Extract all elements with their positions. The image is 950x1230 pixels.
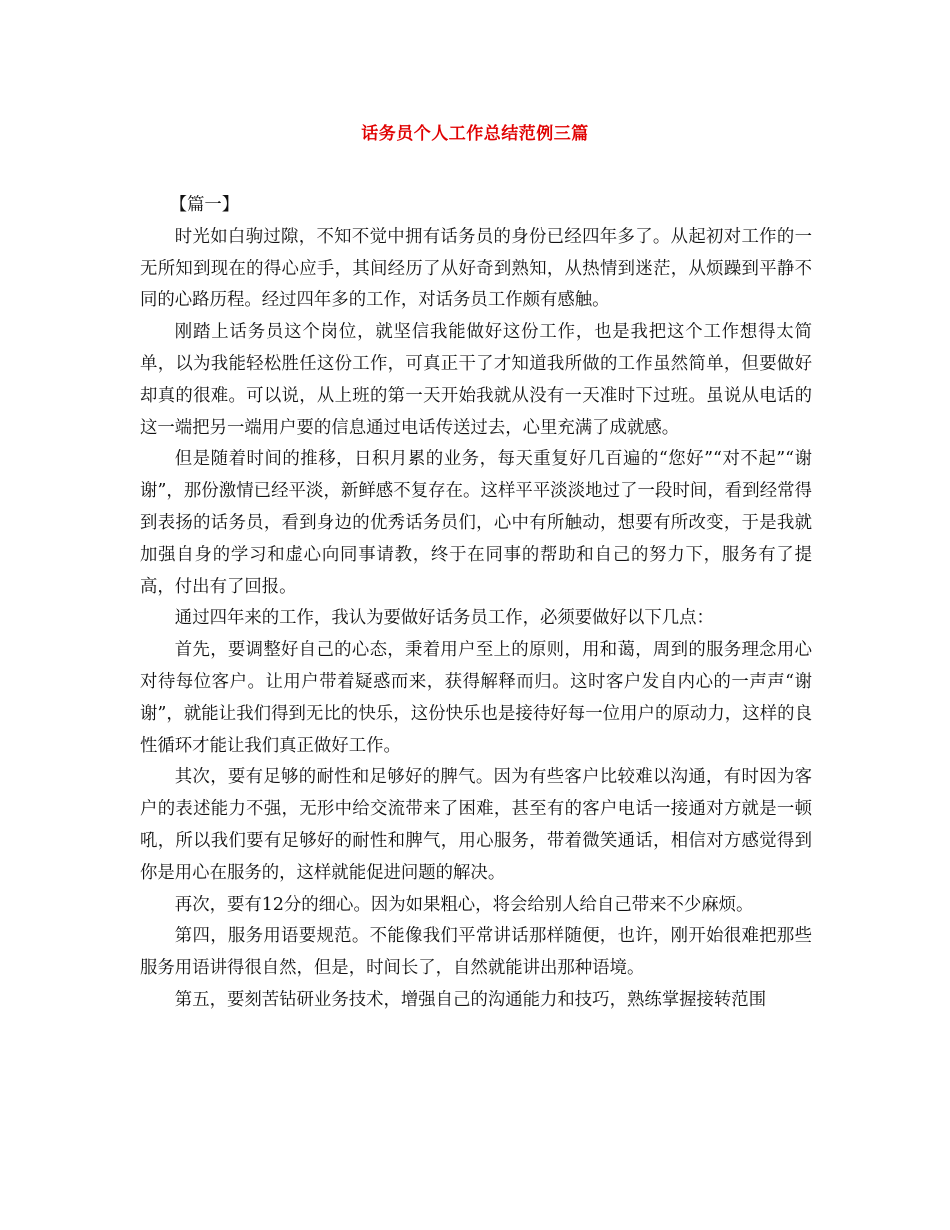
section-heading: 【篇一】 [169, 195, 240, 215]
paragraph: 但是随着时间的推移，日积月累的业务，每天重复好几百遍的“您好”“对不起”“谢谢”，那份激情已经平淡，新鲜感不复存在。这样平平淡淡地过了一段时间，看到经常得到表扬的话务员，看到身边的优秀话务员们，心中有所触动，想要有所改变，于是我就加强自身的学习和虚心向同事请教，终于在同事的帮助和自己的努力下，服务有了提高，付出有了回报。 [140, 449, 812, 597]
paragraph: 刚踏上话务员这个岗位，就坚信我能做好这份工作，也是我把这个工作想得太简单，以为我能轻松胜任这份工作，可真正干了才知道我所做的工作虽然简单，但要做好却真的很难。可以说，从上班的第一天开始我就从没有一天准时下过班。虽说从电话的这一端把另一端用户要的信息通过电话传送过去，心里充满了成就感。 [140, 322, 812, 438]
document-title: 话务员个人工作总结范例三篇 [361, 124, 589, 144]
paragraph: 第五，要刻苦钻研业务技术，增强自己的沟通能力和技巧，熟练掌握接转范围 [174, 989, 767, 1010]
paragraph: 时光如白驹过隙，不知不觉中拥有话务员的身份已经四年多了。从起初对工作的一无所知到现在的得心应手，其间经历了从好奇到熟知，从热情到迷茫，从烦躁到平静不同的心路历程。经过四年多的工作，对话务员工作颇有感触。 [140, 226, 812, 311]
paragraph: 再次，要有12分的细心。因为如果粗心，将会给别人给自己带来不少麻烦。 [174, 894, 754, 915]
paragraph: 第四，服务用语要规范。不能像我们平常讲话那样随便，也许，刚开始很难把那些服务用语讲得很自然，但是，时间长了，自然就能讲出那种语境。 [140, 926, 812, 979]
document-body [140, 190, 812, 1017]
paragraph: 通过四年来的工作，我认为要做好话务员工作，必须要做好以下几点： [174, 608, 714, 629]
paragraph: 其次，要有足够的耐性和足够好的脾气。因为有些客户比较难以沟通，有时因为客户的表述能力不强，无形中给交流带来了困难，甚至有的客户电话一接通对方就是一顿吼，所以我们要有足够好的耐性和脾气，用心服务，带着微笑通话，相信对方感觉得到你是用心在服务的，这样就能促进问题的解决。 [140, 767, 812, 883]
paragraph: 首先，要调整好自己的心态，秉着用户至上的原则，用和蔼，周到的服务理念用心对待每位客户。让用户带着疑惑而来，获得解释而归。这时客户发自内心的一声声“谢谢”，就能让我们得到无比的快乐，这份快乐也是接待好每一位用户的原动力，这样的良性循环才能让我们真正做好工作。 [140, 640, 812, 756]
